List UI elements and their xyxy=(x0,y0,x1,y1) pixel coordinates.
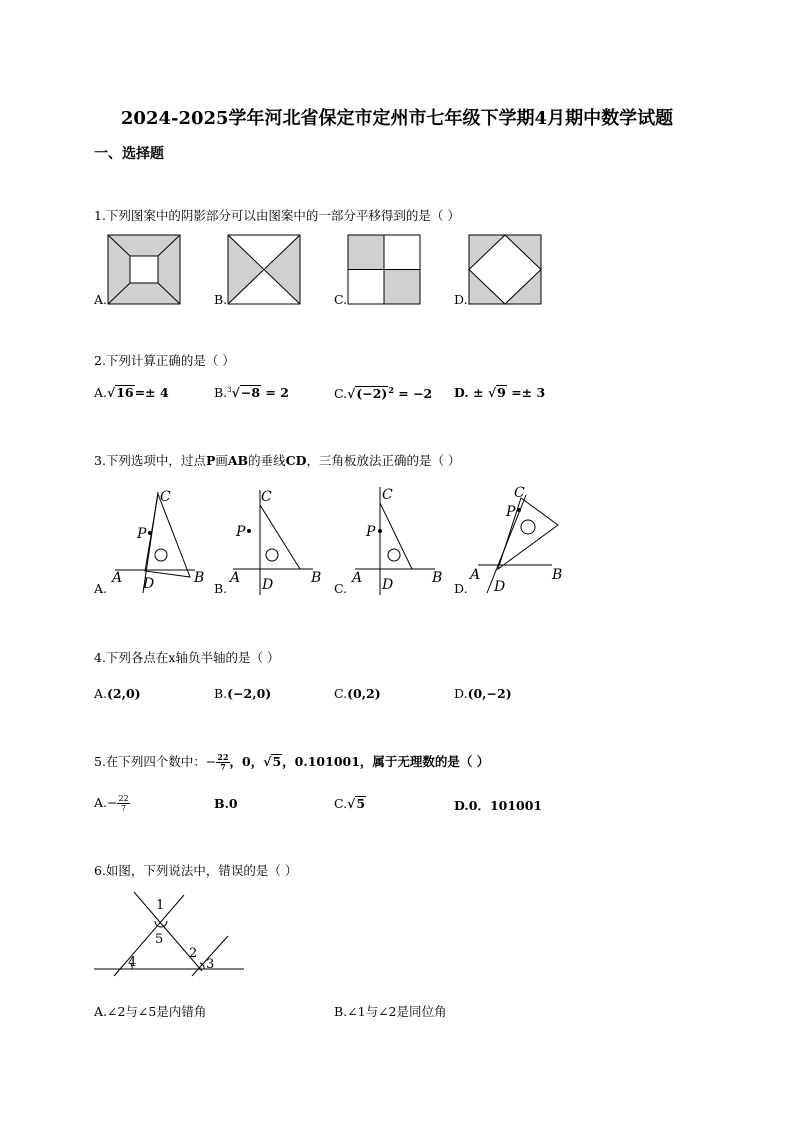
q2-b-radicand: −8 xyxy=(240,385,261,400)
q3-stem-mid2: 的垂线 xyxy=(248,453,286,468)
q4-b-label: B. xyxy=(214,686,228,701)
q2-d-label: D. ± xyxy=(454,385,488,400)
q2-c-rest: = −2 xyxy=(393,386,433,402)
q6-angle-3: 3 xyxy=(206,957,215,972)
q3a-point-a: A xyxy=(112,570,123,586)
q5-a-fraction xyxy=(117,794,129,813)
question-1-stem: 1.下列图案中的阴影部分可以由图案中的一部分平移得到的是（ ） xyxy=(94,208,460,223)
q3-label-b: B. xyxy=(214,581,228,596)
q3-figure-a xyxy=(110,485,210,597)
q2-c-radicand: (−2) xyxy=(356,386,388,402)
q5-option-c: C.√5 xyxy=(334,796,366,811)
q2-b-rest: = 2 xyxy=(261,385,289,400)
q1-figure-d xyxy=(469,235,543,305)
q1-figure-c xyxy=(348,235,422,305)
q3a-point-c: C xyxy=(160,489,171,505)
q3-stem-post: ，三角板放法正确的是（ ） xyxy=(306,453,461,468)
q4-option-d xyxy=(454,686,512,701)
q5-option-a xyxy=(94,794,130,813)
q3-label-c: C. xyxy=(334,581,348,596)
q3b-point-d: D xyxy=(262,577,274,593)
q3d-point-b: B xyxy=(552,567,563,583)
q4-b-value: (−2,0) xyxy=(227,686,272,701)
q4-d-label: D. xyxy=(454,686,468,701)
q2-option-a: A.√16=± 4 xyxy=(94,385,169,400)
q3a-point-b: B xyxy=(194,570,205,586)
q3b-point-b: B xyxy=(311,570,322,586)
q6-figure xyxy=(94,890,246,976)
q3d-point-p: P xyxy=(506,504,516,520)
q3c-point-a: A xyxy=(352,570,363,586)
q5-stem-post: ，0.101001，属于无理数的是（ ） xyxy=(282,754,490,769)
q3d-point-d: D xyxy=(494,579,506,595)
q6-option-a: A.∠2与∠5是内错角 xyxy=(94,1004,207,1019)
q3d-point-c: C xyxy=(514,485,525,501)
q3a-point-p: P xyxy=(137,526,147,542)
q3-stem-mid1: 画 xyxy=(215,453,228,468)
q4-c-value: (0,2) xyxy=(347,686,381,701)
q5-fraction-den: 7 xyxy=(220,762,226,772)
q2-a-rest: =± 4 xyxy=(134,385,169,400)
q3-figure-c xyxy=(350,485,450,597)
q3c-point-c: C xyxy=(382,487,393,503)
q6-angle-1: 1 xyxy=(156,898,165,913)
q2-b-index: 3 xyxy=(227,385,232,394)
q5-fraction xyxy=(216,753,229,772)
q2-d-rest: =± 3 xyxy=(506,385,546,400)
q2-b-label: B. xyxy=(214,385,228,400)
q3-stem-pre: 3.下列选项中，过点 xyxy=(94,453,206,468)
q2-d-radicand: 9 xyxy=(497,385,506,400)
section-heading: 一、选择题 xyxy=(94,146,164,162)
question-3-stem xyxy=(94,451,460,469)
question-4-stem: 4.下列各点在x轴负半轴的是（ ） xyxy=(94,650,280,665)
q3c-point-d: D xyxy=(382,577,394,593)
q1-label-b: B. xyxy=(214,292,228,307)
q2-a-label: A. xyxy=(94,385,108,400)
q5-stem-mid: ，0， xyxy=(229,754,264,769)
q6-angle-5: 5 xyxy=(155,932,164,947)
q4-d-value: (0,−2) xyxy=(467,686,512,701)
q4-option-b xyxy=(214,686,271,701)
q3b-point-c: C xyxy=(261,489,272,505)
q3-figure-d xyxy=(470,485,570,597)
q3c-point-b: B xyxy=(432,570,443,586)
q4-option-c xyxy=(334,686,381,701)
q4-c-label: C. xyxy=(334,686,348,701)
q4-a-value: (2,0) xyxy=(107,686,141,701)
q3b-point-p: P xyxy=(236,524,246,540)
q2-c-exponent: 2 xyxy=(388,385,394,395)
q3d-point-a: A xyxy=(470,567,481,583)
question-5-stem: 5.在下列四个数中：− $\frac{22}{7}$ ，0，√5，0.101001，属于无理数的是（ ） xyxy=(94,752,490,772)
q1-figure-a xyxy=(108,235,182,305)
q2-c-label: C. xyxy=(334,386,348,402)
q5-fraction-num: 22 xyxy=(217,752,229,762)
q6-angle-2: 2 xyxy=(189,946,198,961)
q1-label-a: A. xyxy=(94,292,108,307)
q3b-point-a: A xyxy=(230,570,241,586)
q5-option-b: B.0 xyxy=(214,796,238,811)
q3-label-d: D. xyxy=(454,581,468,596)
question-6-stem: 6.如图，下列说法中，错误的是（ ） xyxy=(94,863,298,878)
q5-a-label: A.− xyxy=(94,795,118,810)
q3-stem-ab: AB xyxy=(227,453,249,468)
question-2-stem: 2.下列计算正确的是（ ） xyxy=(94,353,235,368)
q6-angle-4: 4 xyxy=(128,955,137,970)
q3-stem-cd: CD xyxy=(285,453,307,468)
q2-option-c: $C.√(-2)^2 = -2$ xyxy=(334,385,433,402)
q1-label-c: C. xyxy=(334,292,348,307)
q5-sqrt: 5 xyxy=(272,754,282,769)
q2-a-radicand: 16 xyxy=(116,385,134,400)
q5-a-den: 7 xyxy=(121,804,127,813)
q3-label-a: A. xyxy=(94,581,108,596)
q5-stem-pre: 5.在下列四个数中：− xyxy=(94,754,217,769)
q1-figure-b xyxy=(228,235,302,305)
q6-option-b: B.∠1与∠2是同位角 xyxy=(334,1004,447,1019)
q5-c-label: C. xyxy=(334,796,348,811)
q4-option-a xyxy=(94,686,141,701)
page-title: 2024-2025学年河北省保定市定州市七年级下学期4月期中数学试题 xyxy=(120,108,674,129)
q4-a-label: A. xyxy=(94,686,108,701)
q3-figure-b xyxy=(228,485,328,597)
q1-label-d: D. xyxy=(454,292,468,307)
q3-stem-p: P xyxy=(205,453,216,468)
q5-c-sqrt: 5 xyxy=(356,796,366,811)
q2-option-b: B.$^3$√−8 = 2 xyxy=(214,385,289,400)
q5-option-d: D.0．101001 xyxy=(454,798,543,813)
q3a-point-d: D xyxy=(143,576,155,592)
q3c-point-p: P xyxy=(366,524,376,540)
q5-a-num: 22 xyxy=(118,794,129,803)
q2-option-d: D. ± √9 =± 3 xyxy=(454,385,546,400)
